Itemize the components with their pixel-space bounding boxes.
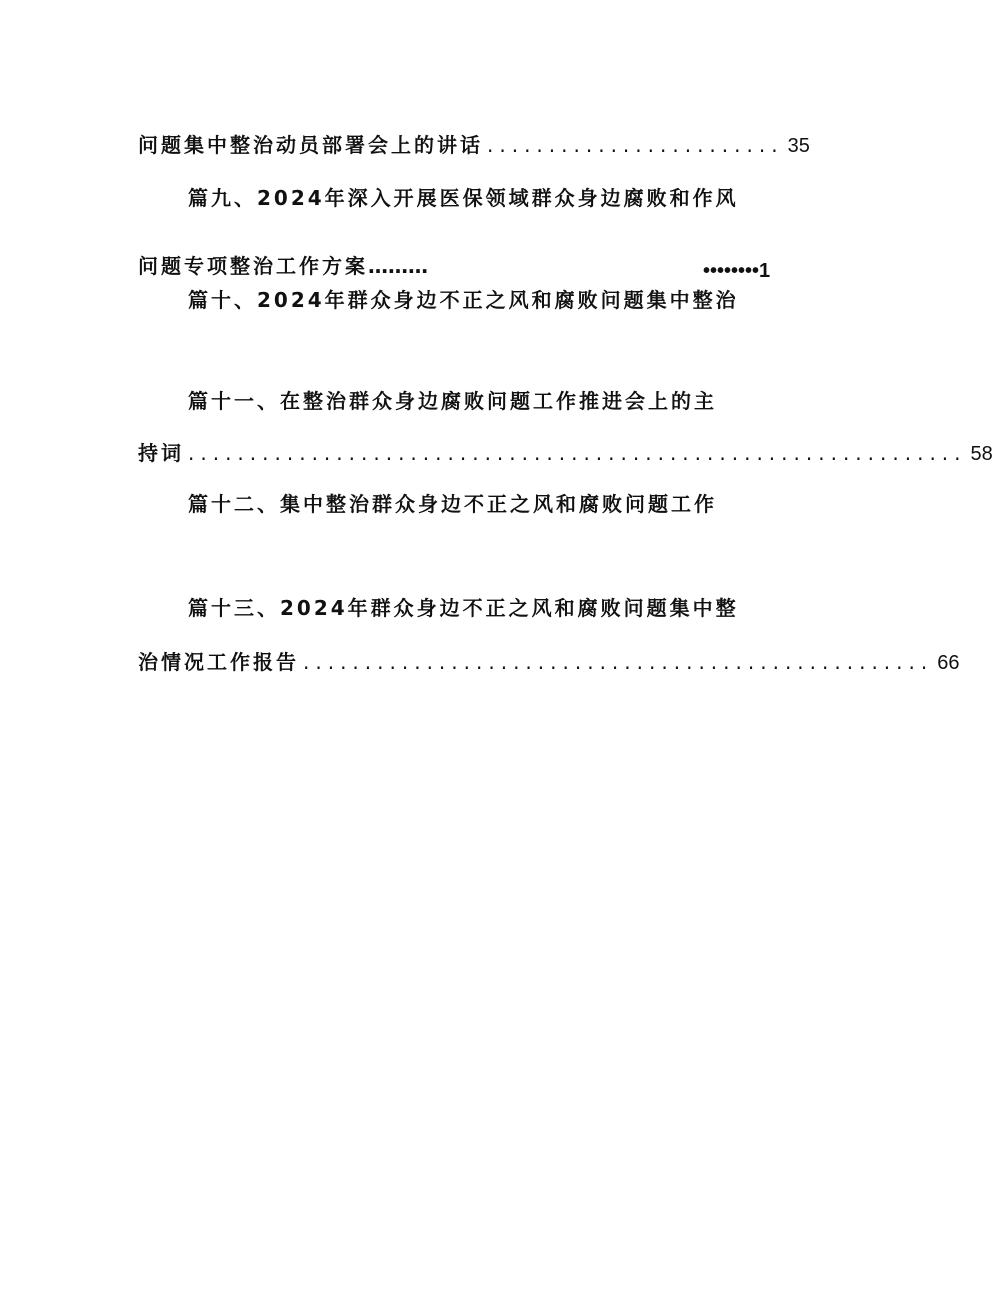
toc-entry-continuation[interactable] <box>138 650 960 675</box>
toc-entry-title: 持词 <box>138 441 184 465</box>
toc-heading-text: 篇十、2024年群众身边不正之风和腐败问题集中整治 <box>188 288 739 312</box>
toc-page-number: 66 <box>937 652 960 674</box>
toc-entry-title: 问题专项整治工作方案 <box>138 254 368 278</box>
toc-entry-heading[interactable] <box>188 288 739 312</box>
toc-entry-heading[interactable] <box>188 389 717 413</box>
toc-heading-text: 篇九、2024年深入开展医保领域群众身边腐败和作风 <box>188 186 739 210</box>
toc-entry-continuation[interactable] <box>138 441 993 466</box>
toc-entry-title: 问题集中整治动员部署会上的讲话 <box>138 133 483 157</box>
toc-dot-leader: ................................................... <box>303 650 934 674</box>
toc-entry-heading[interactable] <box>188 492 717 516</box>
toc-page-number: 58 <box>970 443 993 465</box>
toc-entry-title: 治情况工作报告 <box>138 650 299 674</box>
toc-heading-text: 篇十三、2024年群众身边不正之风和腐败问题集中整 <box>188 596 739 620</box>
toc-entry-heading[interactable] <box>188 596 739 620</box>
toc-entry-continuation[interactable] <box>138 133 810 158</box>
toc-dot-leader: ........................ <box>487 133 784 157</box>
toc-heading-text: 篇十二、集中整治群众身边不正之风和腐败问题工作 <box>188 492 717 516</box>
toc-entry-continuation[interactable] <box>138 254 428 278</box>
toc-page-number: 35 <box>787 135 810 157</box>
toc-entry-heading[interactable] <box>188 186 739 210</box>
toc-dot-leader: ............................................................... <box>188 441 967 465</box>
toc-page-marker: ••••••••1 <box>703 260 771 282</box>
toc-short-leader: ……… <box>368 254 428 278</box>
toc-heading-text: 篇十一、在整治群众身边腐败问题工作推进会上的主 <box>188 389 717 413</box>
